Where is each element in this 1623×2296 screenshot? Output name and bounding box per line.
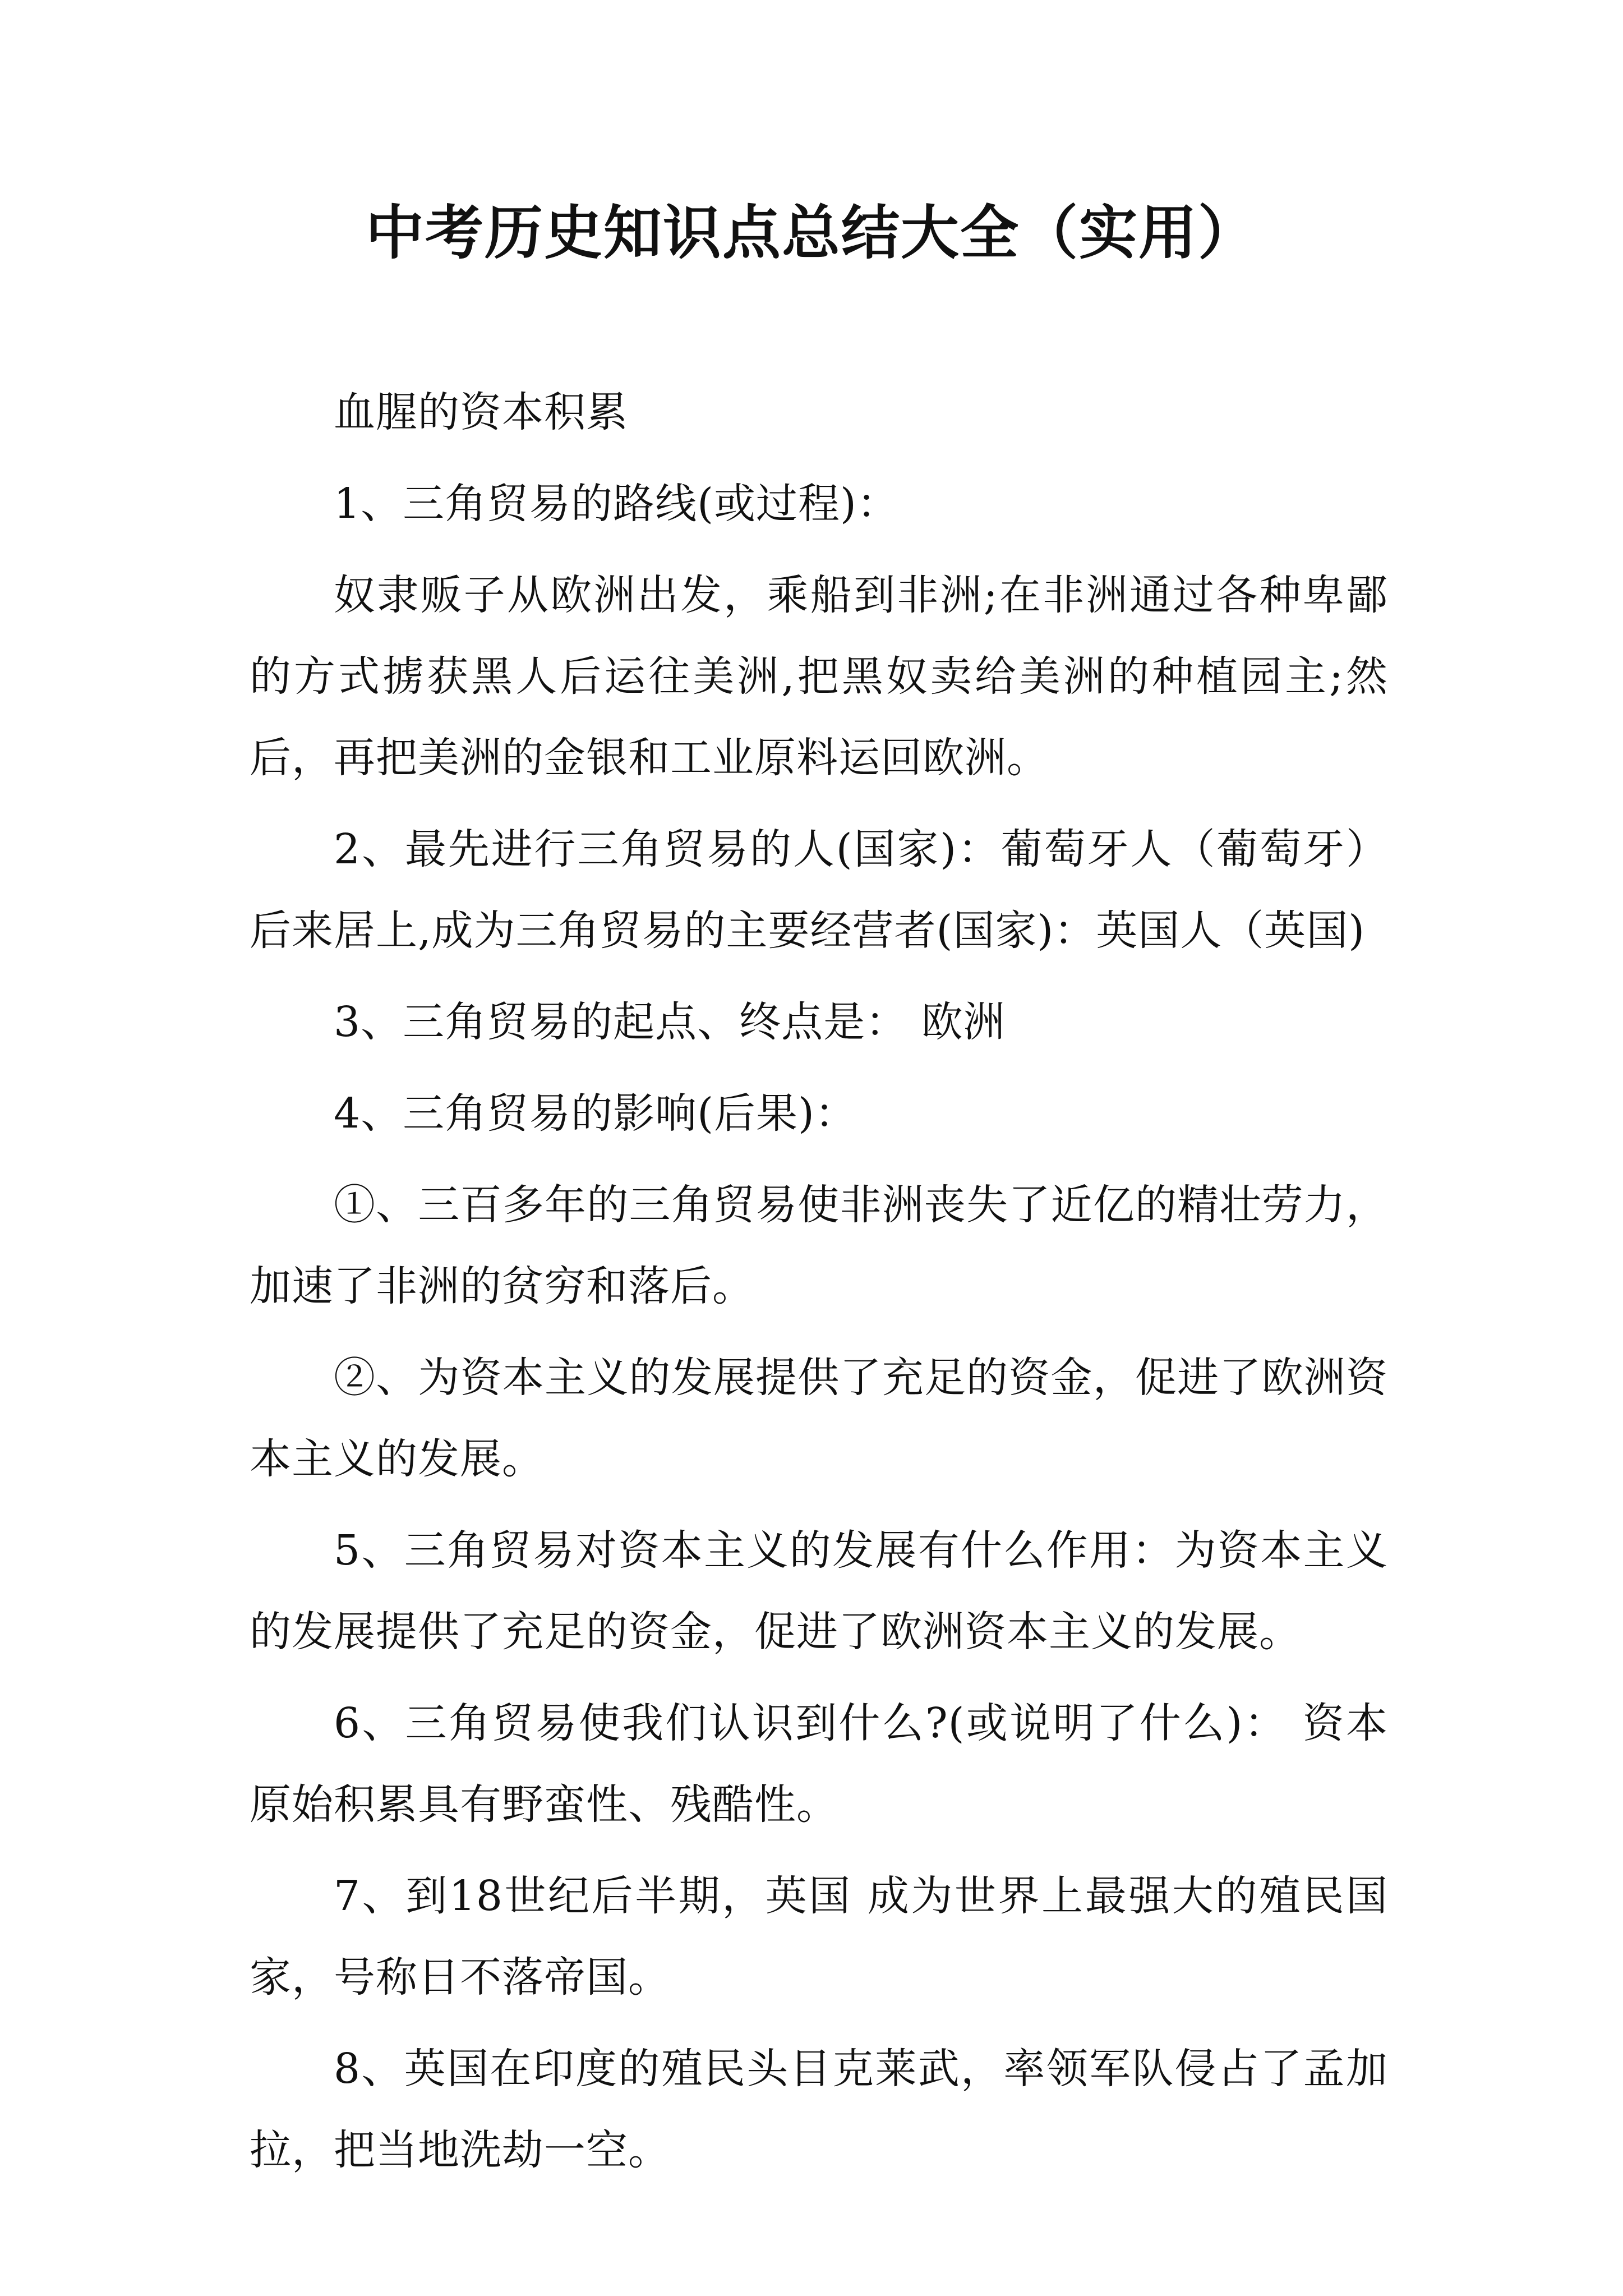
paragraph-4-1: ①、三百多年的三角贸易使非洲丧失了近亿的精壮劳力，加速了非洲的贫穷和落后。 (250, 1181, 1388, 1310)
paragraph-2: 2、最先进行三角贸易的人(国家)：葡萄牙人（葡萄牙）后来居上,成为三角贸易的主要经营者(国家)：英国人（英国) (250, 825, 1388, 955)
paragraph-4: 4、三角贸易的影响(后果)： (334, 1089, 857, 1138)
paragraph-7: 7、到18世纪后半期，英国 成为世界上最强大的殖民国家，号称日不落帝国。 (250, 1872, 1388, 2001)
paragraph-4-2: ②、为资本主义的发展提供了充足的资金，促进了欧洲资本主义的发展。 (250, 1354, 1388, 1483)
paragraph-5: 5、三角贸易对资本主义的发展有什么作用：为资本主义的发展提供了充足的资金，促进了欧洲资本主义的发展。 (250, 1526, 1388, 1656)
document-body (250, 372, 1388, 2201)
paragraph-8: 8、英国在印度的殖民头目克莱武，率领军队侵占了孟加拉，把当地洗劫一空。 (250, 2045, 1388, 2174)
paragraph-6: 6、三角贸易使我们认识到什么?(或说明了什么)： 资本原始积累具有野蛮性、残酷性。 (250, 1699, 1388, 1829)
paragraph-3: 3、三角贸易的起点、终点是： 欧洲 (334, 998, 1006, 1046)
document-title: 中考历史知识点总结大全（实用） (365, 199, 1257, 267)
paragraph-route: 奴隶贩子从欧洲出发，乘船到非洲;在非洲通过各种卑鄙的方式掳获黑人后运往美洲,把黑奴卖给美洲的种植园主;然后，再把美洲的金银和工业原料运回欧洲。 (250, 571, 1388, 782)
paragraph-1: 1、三角贸易的路线(或过程)： (334, 480, 899, 528)
section-heading: 血腥的资本积累 (334, 388, 628, 436)
